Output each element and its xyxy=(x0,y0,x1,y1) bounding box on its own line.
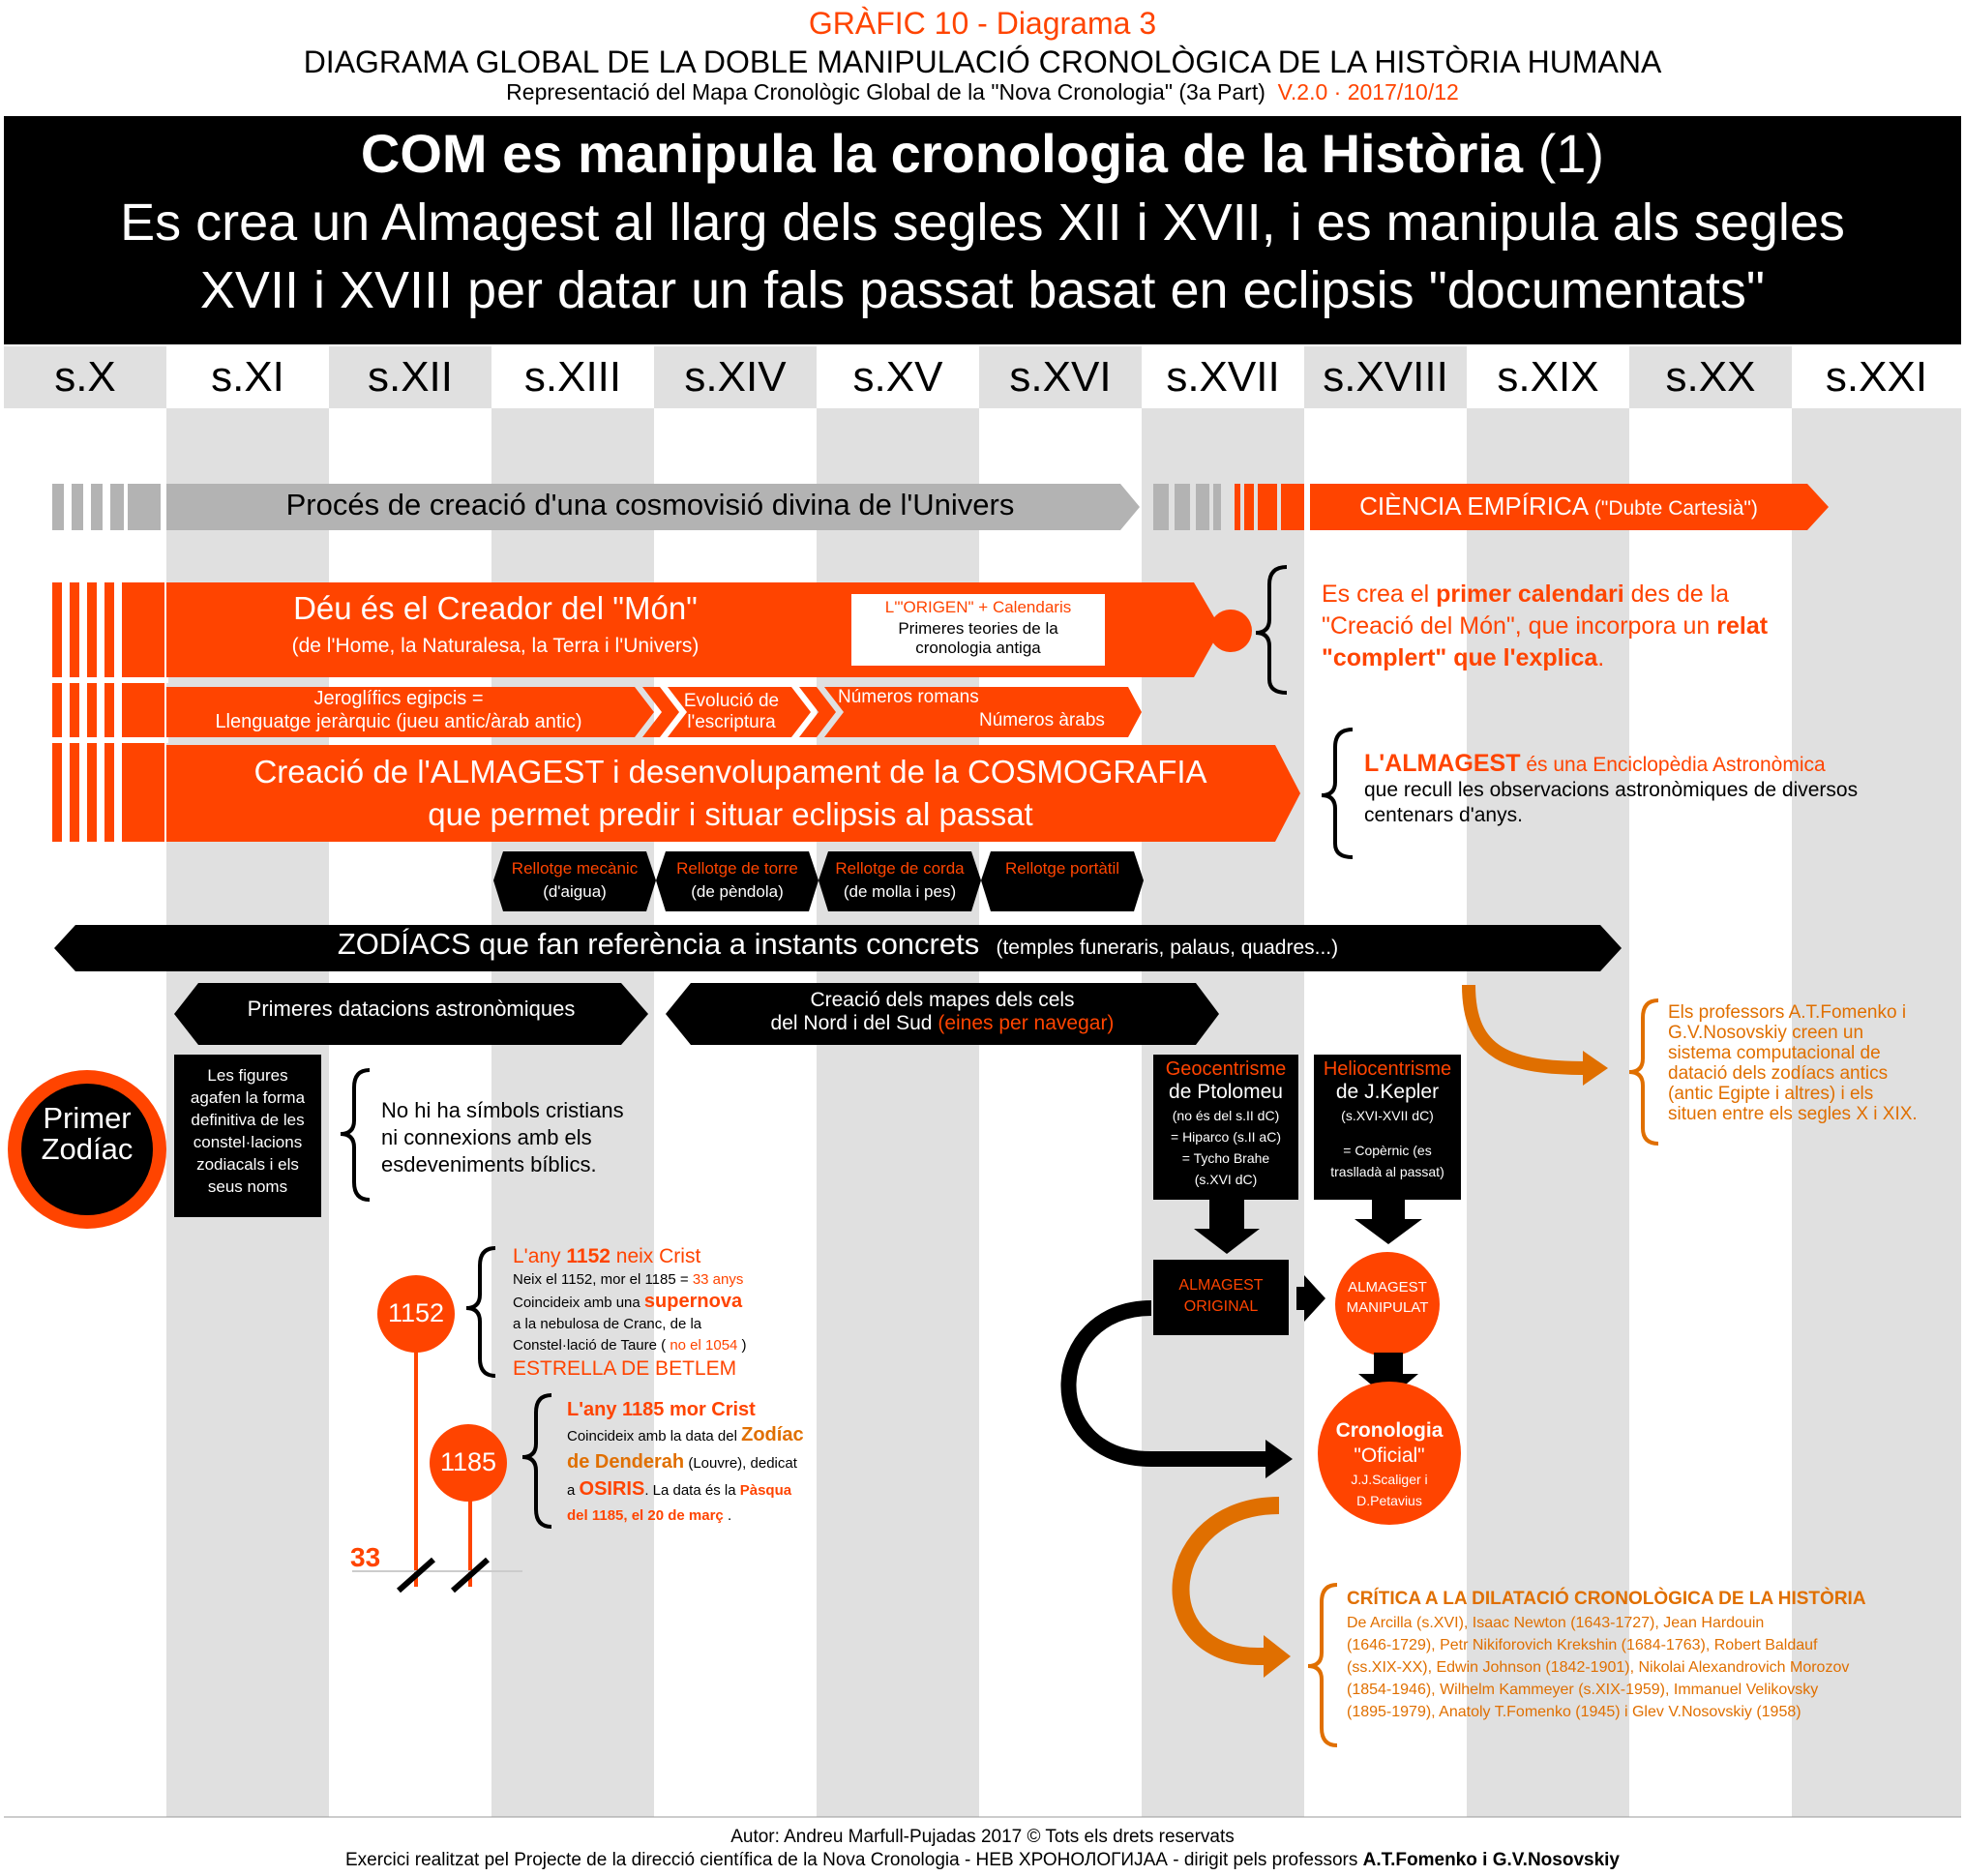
num-romans: Números romans xyxy=(838,687,979,707)
almagest-label: Creació de l'ALMAGEST i desenvolupament de la COSMOGRAFIA que permet predir i situar eclipsis al passat xyxy=(253,754,1207,832)
century-label: s.XVII xyxy=(1142,346,1304,408)
footer-author: Autor: Andreu Marfull-Pujadas 2017 © Tots els drets reservats xyxy=(730,1827,1235,1847)
deu-sub: (de l'Home, la Naturalesa, la Terra i l'Univers) xyxy=(291,635,700,657)
century-label: s.XVIII xyxy=(1304,346,1467,408)
version: V.2.0 · 2017/10/12 xyxy=(1277,79,1459,104)
evo-label: Evolució de l'escriptura xyxy=(683,691,780,732)
clock-label: Rellotge de torre (de pèndola) xyxy=(676,859,798,901)
ciencia-label: CIÈNCIA EMPÍRICA ("Dubte Cartesià") xyxy=(1359,491,1758,521)
century-label: s.XVI xyxy=(979,346,1142,408)
almagest-note: L'ALMAGEST és una Enciclopèdia Astronòmica que recull les observacions astronòmiques de diversos centenars d'anys. xyxy=(1364,750,1859,826)
clock-label: Rellotge de corda (de molla i pes) xyxy=(835,859,965,901)
year-1185: 1185 xyxy=(439,1447,497,1476)
footer-project: Exercici realitzat pel Projecte de la direcció científica de la Nova Cronologia - НЕВ ХРОНОЛОГИЈАА - dirigit pels professors A.T.Fomenko i G.V.Nosovskiy xyxy=(344,1850,1621,1870)
age-33: 33 xyxy=(350,1542,381,1572)
century-label: s.XIX xyxy=(1467,346,1629,408)
cronologia-oficial: Cronologia "Oficial" J.J.Scaliger i D.Petavius xyxy=(1335,1419,1444,1508)
banner-line1: COM es manipula la cronologia de la Història (1) xyxy=(360,123,1605,184)
calendari-note: Es crea el primer calendari des de la "Creació del Món", que incorpora un relat "complert" que l'explica. xyxy=(1322,581,1769,671)
jero-label: Jeroglífics egipcis = Llenguatge jeràrquic (jueu antic/àrab antic) xyxy=(215,688,582,732)
century-label: s.XV xyxy=(817,346,979,408)
no-simbols-text: No hi ha símbols cristians ni connexions amb els esdeveniments bíblics. xyxy=(381,1098,624,1176)
origen-title: L'"ORIGEN" + Calendaris xyxy=(884,598,1072,616)
century-label: s.XIII xyxy=(491,346,654,408)
primeres-label: Primeres datacions astronòmiques xyxy=(247,997,576,1021)
figures-text: Les figures agafen la forma definitiva de les constel·lacions zodiacals i els seus noms xyxy=(190,1066,306,1196)
cosmovisio-label: Procés de creació d'una cosmovisió divina de l'Univers xyxy=(285,488,1015,521)
deu-dot xyxy=(1209,610,1252,652)
century-label: s.X xyxy=(4,346,166,408)
left-stripes xyxy=(52,582,168,842)
clock-label: Rellotge mecànic (d'aigua) xyxy=(511,859,639,901)
num-arabs: Números àrabs xyxy=(979,710,1105,730)
century-label: s.XX xyxy=(1629,346,1792,408)
origen-box xyxy=(851,594,1105,666)
graphic-label: GRÀFIC 10 - Diagrama 3 xyxy=(808,6,1157,41)
note-1185: L'any 1185 mor Crist Coincideix amb la data del Zodíac de Denderah (Louvre), dedicat a OSIRIS. La data és la Pàsqua del 1185, el 20 de març . xyxy=(567,1399,804,1524)
year-1152: 1152 xyxy=(387,1298,445,1327)
origen-text: Primeres teories de la cronologia antiga xyxy=(898,619,1058,657)
clock-label: Rellotge portàtil xyxy=(1004,859,1120,878)
mapes-label: Creació dels mapes dels cels del Nord i del Sud (eines per navegar) xyxy=(770,989,1115,1034)
almagest-original: ALMAGEST ORIGINAL xyxy=(1178,1277,1264,1315)
primer-zodiac: Primer Zodíac xyxy=(41,1101,134,1166)
fomenko-note: Els professors A.T.Fomenko i G.V.Nosovskiy creen un sistema computacional de datació dels zodíacs antics (antic Egipte i altres) i els situen entre els segles X i XIX. xyxy=(1668,1002,1918,1124)
century-label: s.XIV xyxy=(654,346,817,408)
geo-box: Geocentrisme de Ptolomeu (no és del s.II dC) = Hiparco (s.II aC) = Tycho Brahe (s.XVI dC) xyxy=(1165,1058,1287,1187)
almagest-manipulat: ALMAGEST MANIPULAT xyxy=(1346,1279,1429,1316)
deu-title: Déu és el Creador del "Món" xyxy=(293,590,698,626)
subtitle-text: Representació del Mapa Cronològic Global de la "Nova Cronologia" (3a Part) xyxy=(506,79,1265,104)
banner-line2: Es crea un Almagest al llarg dels segles XII i XVII, i es manipula als segles XVII i XVIII per datar un fals passat basat en eclipsis "documentats" xyxy=(120,194,1845,319)
century-label: s.XII xyxy=(329,346,491,408)
century-label: s.XXI xyxy=(1792,346,1961,408)
zodiacs-label: ZODÍACS que fan referència a instants concrets (temples funeraris, palaus, quadres...) xyxy=(337,927,1339,961)
critica-note: CRÍTICA A LA DILATACIÓ CRONOLÒGICA DE LA HISTÒRIA De Arcilla (s.XVI), Isaac Newton (1643-1727), Jean Hardouin (1646-1729), Petr Nikiforovich Krekshin (1684-1763), Robert Baldauf (ss.XIX-XX), Edwin Johnson (1842-1901), Nikolai Alexandrovich Morozov (1854-1946), Wilhelm Kammeyer (s.XIX-1959), Immanuel Velikovsky (1895-1979), Anatoly T.Fomenko (1945) i Glev V.Nosovskiy (1958) xyxy=(1347,1589,1866,1720)
century-label: s.XI xyxy=(166,346,329,408)
helio-box: Heliocentrisme de J.Kepler (s.XVI-XVII dC) = Copèrnic (es traslladà al passat) xyxy=(1323,1058,1452,1179)
note-1152: L'any 1152 neix Crist Neix el 1152, mor el 1185 = 33 anys Coincideix amb una supernova a la nebulosa de Cranc, de la Constel·lació de Taure ( no el 1054 ) ESTRELLA DE BETLEM xyxy=(513,1245,747,1380)
main-title: DIAGRAMA GLOBAL DE LA DOBLE MANIPULACIÓ CRONOLÒGICA DE LA HISTÒRIA HUMANA xyxy=(303,45,1662,79)
